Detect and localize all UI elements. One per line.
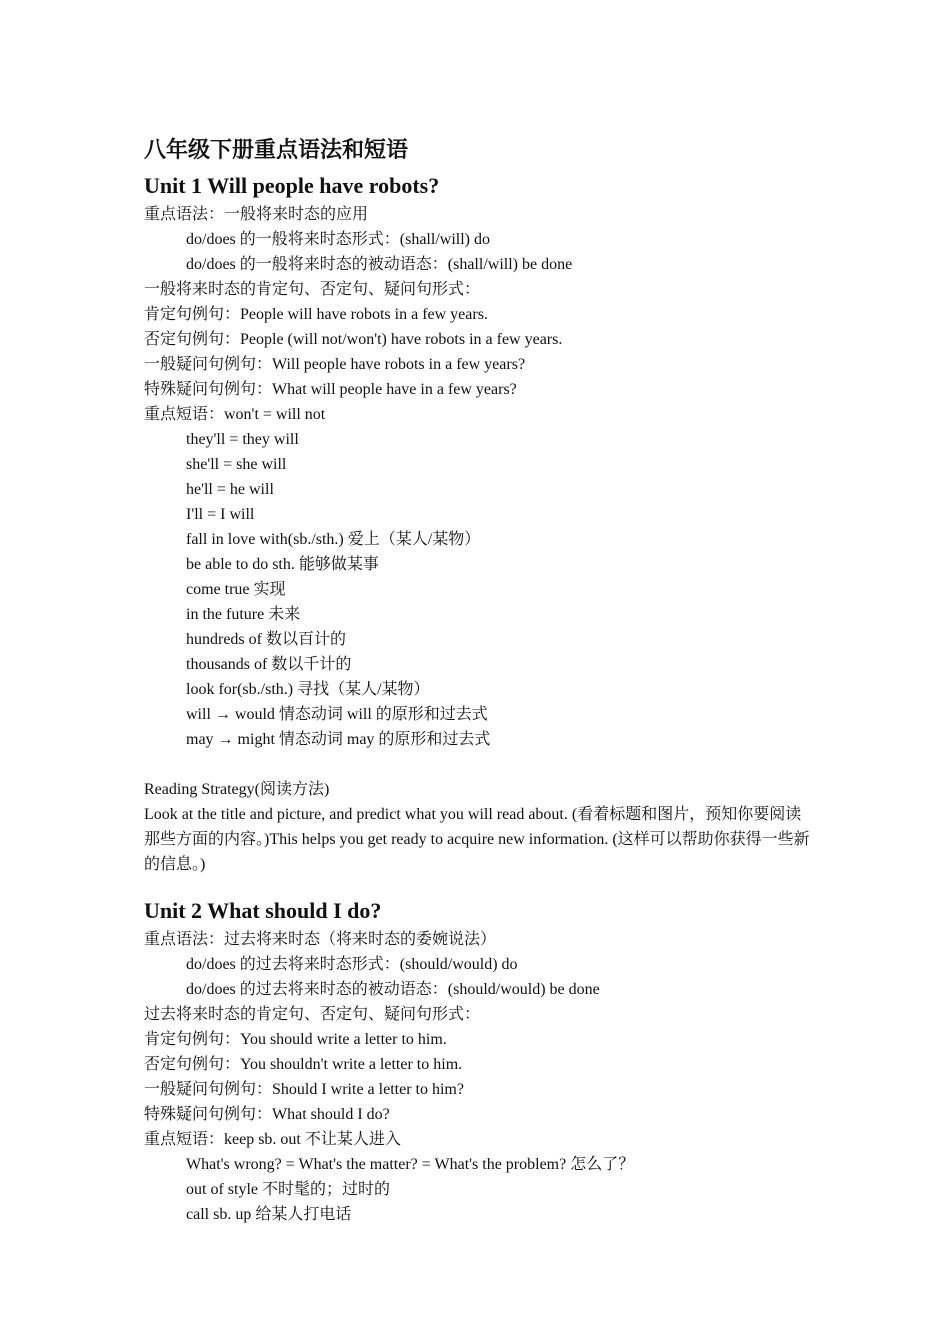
text-line: hundreds of 数以百计的 (186, 631, 346, 648)
text-line: 否定句例句：People (will not/won't) have robots in a few years. (144, 331, 563, 348)
text-line: 重点短语：won't = will not (144, 406, 326, 423)
text-line: 肯定句例句：You should write a letter to him. (144, 1031, 447, 1048)
text-line: 一般疑问句例句：Should I write a letter to him? (144, 1081, 464, 1098)
document-page (144, 130, 814, 1227)
document-title: 八年级下册重点语法和短语 (144, 137, 409, 163)
text-line: 过去将来时态的肯定句、否定句、疑问句形式： (144, 1006, 481, 1023)
text-line: they'll = they will (186, 431, 299, 448)
text-line: 重点语法：一般将来时态的应用 (144, 206, 369, 223)
text-line: do/does 的一般将来时态形式：(shall/will) do (186, 231, 490, 248)
spacer (144, 752, 814, 777)
text-line: he'll = he will (186, 481, 274, 498)
unit-1-content (144, 202, 814, 752)
text-line: out of style 不时髦的；过时的 (186, 1181, 390, 1198)
text-line: 否定句例句：You shouldn't write a letter to him. (144, 1056, 463, 1073)
text-line: 一般将来时态的肯定句、否定句、疑问句形式： (144, 281, 481, 298)
text-line: 肯定句例句：People will have robots in a few years. (144, 306, 488, 323)
unit-2-title: Unit 2 What should I do? (144, 898, 382, 923)
text-line: in the future 未来 (186, 606, 301, 623)
text-line: 一般疑问句例句：Will people have robots in a few years? (144, 356, 526, 373)
unit-1-title: Unit 1 Will people have robots? (144, 173, 440, 198)
text-line: fall in love with(sb./sth.) 爱上（某人/某物） (186, 531, 481, 548)
text-line: look for(sb./sth.) 寻找（某人/某物） (186, 681, 430, 698)
reading-strategy-paragraph: Look at the title and picture, and predict what you will read about. (看着标题和图片，预知你要阅读那些方面的内容。)This helps you get ready to acquire new information. (这样可以帮助你获得一些新的信息。) (144, 806, 810, 873)
reading-strategy-heading: Reading Strategy(阅读方法) (144, 781, 330, 798)
spacer (144, 877, 814, 895)
text-line: What's wrong? = What's the matter? = What's the problem? 怎么了？ (186, 1156, 635, 1173)
text-line: do/does 的过去将来时态形式：(should/would) do (186, 956, 518, 973)
text-line: thousands of 数以千计的 (186, 656, 352, 673)
text-line: I'll = I will (186, 506, 255, 523)
text-line: do/does 的一般将来时态的被动语态：(shall/will) be done (186, 256, 573, 273)
text-line: call sb. up 给某人打电话 (186, 1206, 352, 1223)
text-line: be able to do sth. 能够做某事 (186, 556, 379, 573)
text-line: may → might 情态动词 may 的原形和过去式 (186, 731, 491, 748)
text-line: will → would 情态动词 will 的原形和过去式 (186, 706, 488, 723)
text-line: 特殊疑问句例句：What should I do? (144, 1106, 390, 1123)
text-line: she'll = she will (186, 456, 287, 473)
unit-2-content (144, 927, 814, 1227)
text-line: 重点短语：keep sb. out 不让某人进入 (144, 1131, 401, 1148)
text-line: do/does 的过去将来时态的被动语态：(should/would) be done (186, 981, 600, 998)
text-line: 重点语法：过去将来时态（将来时态的委婉说法） (144, 931, 497, 948)
text-line: come true 实现 (186, 581, 286, 598)
text-line: 特殊疑问句例句：What will people have in a few years? (144, 381, 517, 398)
